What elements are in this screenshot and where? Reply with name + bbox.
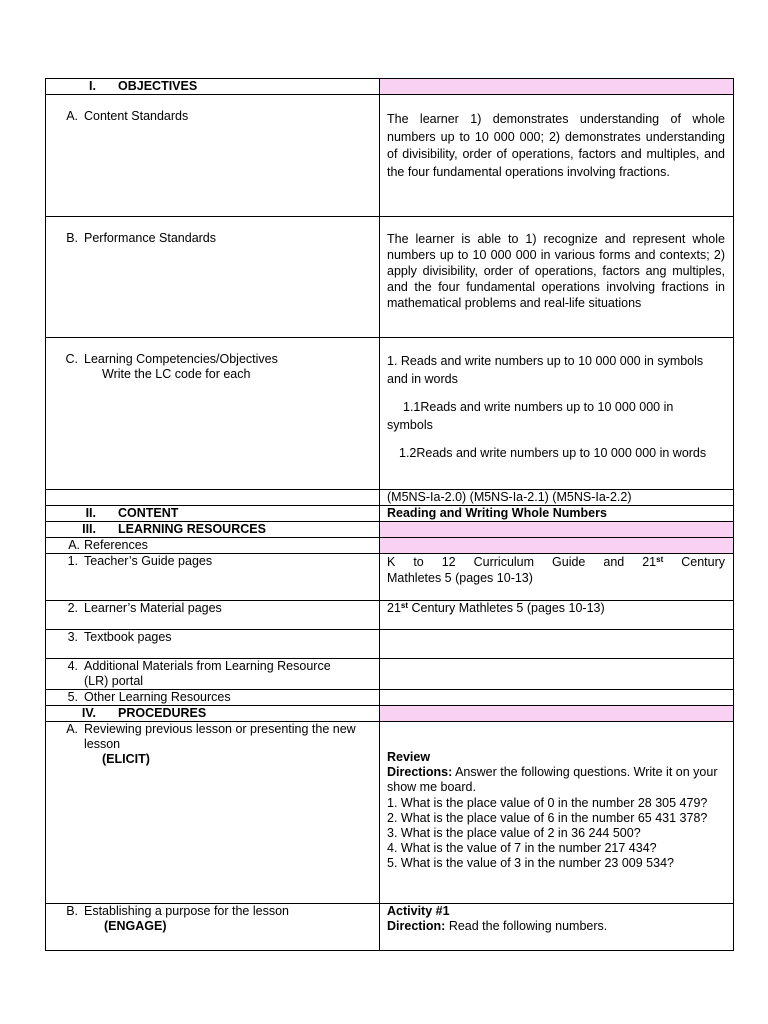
- learners-material-value: 21st Century Mathletes 5 (pages 10-13): [380, 601, 734, 630]
- resources-header-fill: [380, 522, 734, 538]
- content-standards-row: [46, 95, 734, 217]
- section-title: PROCEDURES: [118, 706, 207, 720]
- textbook-label: Textbook pages: [84, 630, 172, 644]
- procedure-a-content-cell: [380, 722, 734, 904]
- content-standards-text-cell: [380, 95, 734, 217]
- objectives-header-fill: [380, 79, 734, 95]
- question-item: 2. What is the place value of 6 in the number 65 431 378?: [387, 810, 708, 825]
- references-row: [46, 538, 734, 554]
- performance-standards-label: Performance Standards: [84, 231, 217, 245]
- resources-header-row: [46, 522, 734, 538]
- teachers-guide-value-cell: [380, 554, 734, 601]
- content-value: Reading and Writing Whole Numbers: [380, 506, 734, 522]
- competency-codes: (M5NS-Ia-2.0) (M5NS-Ia-2.1) (M5NS-Ia-2.2): [380, 490, 734, 506]
- lesson-plan: [45, 78, 733, 951]
- procedure-a-heading: Review: [387, 750, 431, 764]
- content-standards-text: The learner 1) demonstrates understanding of whole numbers up to 10 000 000; 2) demonstrates understanding of divisibility, order of operations, factors and multiples, and the four fundamental operations involving fractions.: [387, 112, 725, 179]
- references-label: References: [84, 538, 148, 552]
- question-item: 5. What is the value of 3 in the number 23 009 534?: [387, 856, 674, 871]
- procedures-header-fill: [380, 706, 734, 722]
- learners-material-row: [46, 601, 734, 630]
- competencies-sublabel: Write the LC code for each: [102, 367, 251, 381]
- procedures-header: IV. PROCEDURES: [46, 706, 380, 722]
- teachers-guide-value-line1: K to 12 Curriculum Guide and 21st Century: [387, 555, 726, 569]
- additional-materials-label-cell: 4. Additional Materials from Learning Resource (LR) portal: [46, 659, 380, 690]
- question-item: 4. What is the value of 7 in the number 217 434?: [387, 841, 657, 856]
- competencies-text-cell: [380, 338, 734, 490]
- competency-item-1-2: 1.2Reads and write numbers up to 10 000 000 in words: [399, 446, 707, 460]
- section-title: OBJECTIVES: [118, 79, 198, 93]
- learners-material-label-cell: 2. Learner’s Material pages: [46, 601, 380, 630]
- competency-item-1-1: 1.1Reads and write numbers up to 10 000 000 in symbols: [387, 400, 674, 432]
- learners-material-label: Learner’s Material pages: [84, 601, 222, 615]
- additional-materials-row: [46, 659, 734, 690]
- references-fill: [380, 538, 734, 554]
- competencies-label: Learning Competencies/Objectives: [84, 352, 278, 366]
- lesson-plan-table: [45, 78, 734, 951]
- textbook-row: [46, 630, 734, 659]
- objectives-header: [46, 79, 380, 95]
- procedure-b-row: [46, 904, 734, 951]
- teachers-guide-label-cell: 1. Teacher’s Guide pages: [46, 554, 380, 601]
- procedure-a-directions: Directions: Answer the following questions. Write it on your show me board.: [387, 765, 718, 795]
- procedure-b-tag: (ENGAGE): [104, 919, 167, 933]
- references-label-cell: A. References: [46, 538, 380, 554]
- procedure-b-label-cell: B. Establishing a purpose for the lesson (ENGAGE): [46, 904, 380, 951]
- content-standards-label-cell: A. Content Standards: [46, 95, 380, 217]
- section-title: CONTENT: [118, 506, 179, 520]
- other-resources-row: [46, 690, 734, 706]
- procedure-b-direction: Direction: Read the following numbers.: [387, 919, 608, 933]
- teachers-guide-row: [46, 554, 734, 601]
- procedure-a-label: Reviewing previous lesson or presenting the new lesson: [84, 722, 356, 751]
- performance-standards-row: [46, 217, 734, 338]
- procedure-a-tag: (ELICIT): [102, 752, 150, 766]
- performance-standards-label-cell: B. Performance Standards: [46, 217, 380, 338]
- procedure-b-content-cell: [380, 904, 734, 951]
- section-number: I.: [89, 79, 96, 93]
- content-header: II. CONTENT: [46, 506, 380, 522]
- procedures-header-row: [46, 706, 734, 722]
- textbook-label-cell: 3. Textbook pages: [46, 630, 380, 659]
- question-item: 1. What is the place value of 0 in the number 28 305 479?: [387, 795, 708, 810]
- competency-codes-row: [46, 490, 734, 506]
- procedure-a-label-cell: A. Reviewing previous lesson or presenting the new lesson (ELICIT): [46, 722, 380, 904]
- other-resources-label: Other Learning Resources: [84, 690, 231, 704]
- competency-item-1: 1. Reads and write numbers up to 10 000 000 in symbols and in words: [387, 354, 704, 386]
- procedure-b-heading: Activity #1: [387, 904, 450, 918]
- procedure-a-row: [46, 722, 734, 904]
- content-standards-label: Content Standards: [84, 109, 189, 123]
- other-resources-label-cell: 5. Other Learning Resources: [46, 690, 380, 706]
- procedure-b-label: Establishing a purpose for the lesson: [84, 904, 289, 918]
- competencies-row: [46, 338, 734, 490]
- question-item: 3. What is the place value of 2 in 36 244 500?: [387, 826, 641, 841]
- additional-materials-label: Additional Materials from Learning Resource (LR) portal: [84, 659, 331, 688]
- performance-standards-text: The learner is able to 1) recognize and represent whole numbers up to 10 000 000 in various forms and contexts; 2) apply divisibility, order of operations, factors ang multiples, and the four fundamental operations involving fractions in mathematical problems and real-life situations: [387, 232, 725, 310]
- competencies-label-cell: C. Learning Competencies/Objectives Write the LC code for each: [46, 338, 380, 490]
- performance-standards-text-cell: [380, 217, 734, 338]
- teachers-guide-label: Teacher’s Guide pages: [84, 554, 213, 568]
- teachers-guide-value-line2: Mathletes 5 (pages 10-13): [387, 571, 533, 585]
- objectives-header-row: [46, 79, 734, 95]
- content-row: [46, 506, 734, 522]
- section-title: LEARNING RESOURCES: [118, 522, 266, 536]
- resources-header: III. LEARNING RESOURCES: [46, 522, 380, 538]
